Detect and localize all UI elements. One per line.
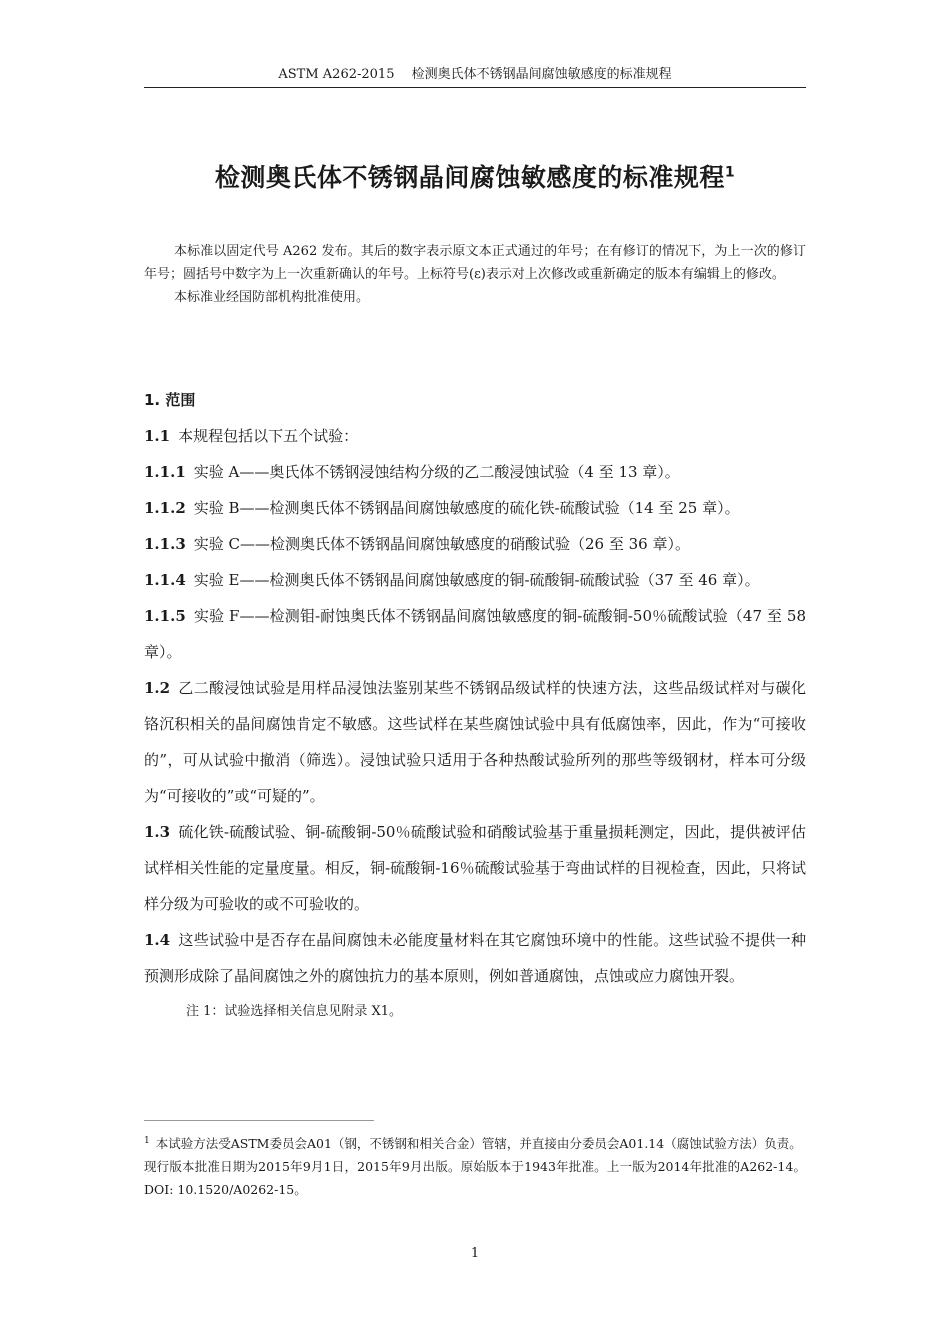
clause-number: 1.1.1 — [144, 463, 186, 481]
footnotes — [144, 1130, 806, 1201]
section-scope — [144, 382, 806, 1030]
clause-1-3 — [144, 814, 806, 922]
preamble — [144, 240, 806, 309]
footnote-rule — [144, 1120, 374, 1121]
footnote-approval: 现行版本批准日期为2015年9月1日，2015年9月出版。原始版本于1943年批准。上一版为2014年批准的A262-14。DOI: 10.1520/A0262-15。 — [144, 1159, 806, 1198]
clause-text: 乙二酸浸蚀试验是用样品浸蚀法鉴别某些不锈钢品级试样的快速方法，这些品级试样对与碳化铬沉积相关的晶间腐蚀肯定不敏感。这些试样在某些腐蚀试验中具有低腐蚀率，因此，作为“可接收的”，可从试验中撤消（筛选）。浸蚀试验只适用于各种热酸试验所列的那些等级钢材，样本可分级为“可接收的”或“可疑的”。 — [144, 679, 806, 805]
title-text: 检测奥氏体不锈钢晶间腐蚀敏感度的标准规程 — [214, 163, 725, 192]
clause-1-1-3 — [144, 526, 806, 562]
clause-number: 1.1 — [144, 427, 171, 445]
header-rule — [144, 87, 806, 88]
clause-1-1-5 — [144, 598, 806, 670]
clause-number: 1.1.5 — [144, 607, 186, 625]
clause-number: 1.1.4 — [144, 571, 186, 589]
running-header: ASTM A262-2015 检测奥氏体不锈钢晶间腐蚀敏感度的标准规程 — [278, 67, 672, 82]
footnote-mark: 1 — [144, 1136, 150, 1146]
clause-number: 1.1.3 — [144, 535, 186, 553]
clause-1-1 — [144, 418, 806, 454]
clause-text: 实验 B——检测奥氏体不锈钢晶间腐蚀敏感度的硫化铁-硫酸试验（14 至 25 章）。 — [193, 499, 740, 517]
clause-1-1-4 — [144, 562, 806, 598]
clause-text: 实验 F——检测钼-耐蚀奥氏体不锈钢晶间腐蚀敏感度的铜-硫酸铜-50％硫酸试验（47 至 58 章）。 — [144, 607, 806, 661]
clause-text: 这些试验中是否存在晶间腐蚀未必能度量材料在其它腐蚀环境中的性能。这些试验不提供一种预测形成除了晶间腐蚀之外的腐蚀抗力的基本原则，例如普通腐蚀，点蚀或应力腐蚀开裂。 — [144, 931, 806, 985]
clause-number: 1.3 — [144, 823, 171, 841]
note-1: 注 1：试验选择相关信息见附录 X1。 — [186, 1004, 403, 1019]
clause-1-2 — [144, 670, 806, 814]
clause-text: 实验 E——检测奥氏体不锈钢晶间腐蚀敏感度的铜-硫酸铜-硫酸试验（37 至 46 章）。 — [193, 571, 760, 589]
clause-text: 硫化铁-硫酸试验、铜-硫酸铜-50％硫酸试验和硝酸试验基于重量损耗测定，因此，提供被评估试样相关性能的定量度量。相反，铜-硫酸铜-16％硫酸试验基于弯曲试样的目视检查，因此，只将试样分级为可验收的或不可验收的。 — [144, 823, 806, 913]
page-number: 1 — [470, 1246, 480, 1261]
footnote-text: 本试验方法受ASTM委员会A01（钢，不锈钢和相关合金）管辖，并直接由分委员会A01.14（腐蚀试验方法）负责。 — [155, 1136, 802, 1152]
clause-number: 1.2 — [144, 679, 171, 697]
clause-text: 实验 A——奥氏体不锈钢浸蚀结构分级的乙二酸浸蚀试验（4 至 13 章）。 — [193, 463, 680, 481]
footnote-1 — [144, 1130, 806, 1155]
clause-number: 1.4 — [144, 931, 171, 949]
title-footnote-mark: 1 — [724, 164, 736, 181]
clause-1-4 — [144, 922, 806, 994]
preamble-paragraph-1: 本标准以固定代号 A262 发布。其后的数字表示原文本正式通过的年号；在有修订的情况下，为上一次的修订年号；圆括号中数字为上一次重新确认的年号。上标符号(ε)表示对上次修改或重新确定的版本有编辑上的修改。 — [144, 244, 806, 282]
clause-text: 实验 C——检测奥氏体不锈钢晶间腐蚀敏感度的硝酸试验（26 至 36 章）。 — [193, 535, 690, 553]
clause-number: 1.1.2 — [144, 499, 186, 517]
preamble-paragraph-2: 本标准业经国防部机构批准使用。 — [174, 290, 370, 305]
clause-text: 本规程包括以下五个试验： — [178, 427, 359, 445]
section-heading: 1. 范围 — [144, 391, 196, 409]
document-title — [100, 160, 850, 196]
clause-1-1-2 — [144, 490, 806, 526]
clause-1-1-1 — [144, 454, 806, 490]
